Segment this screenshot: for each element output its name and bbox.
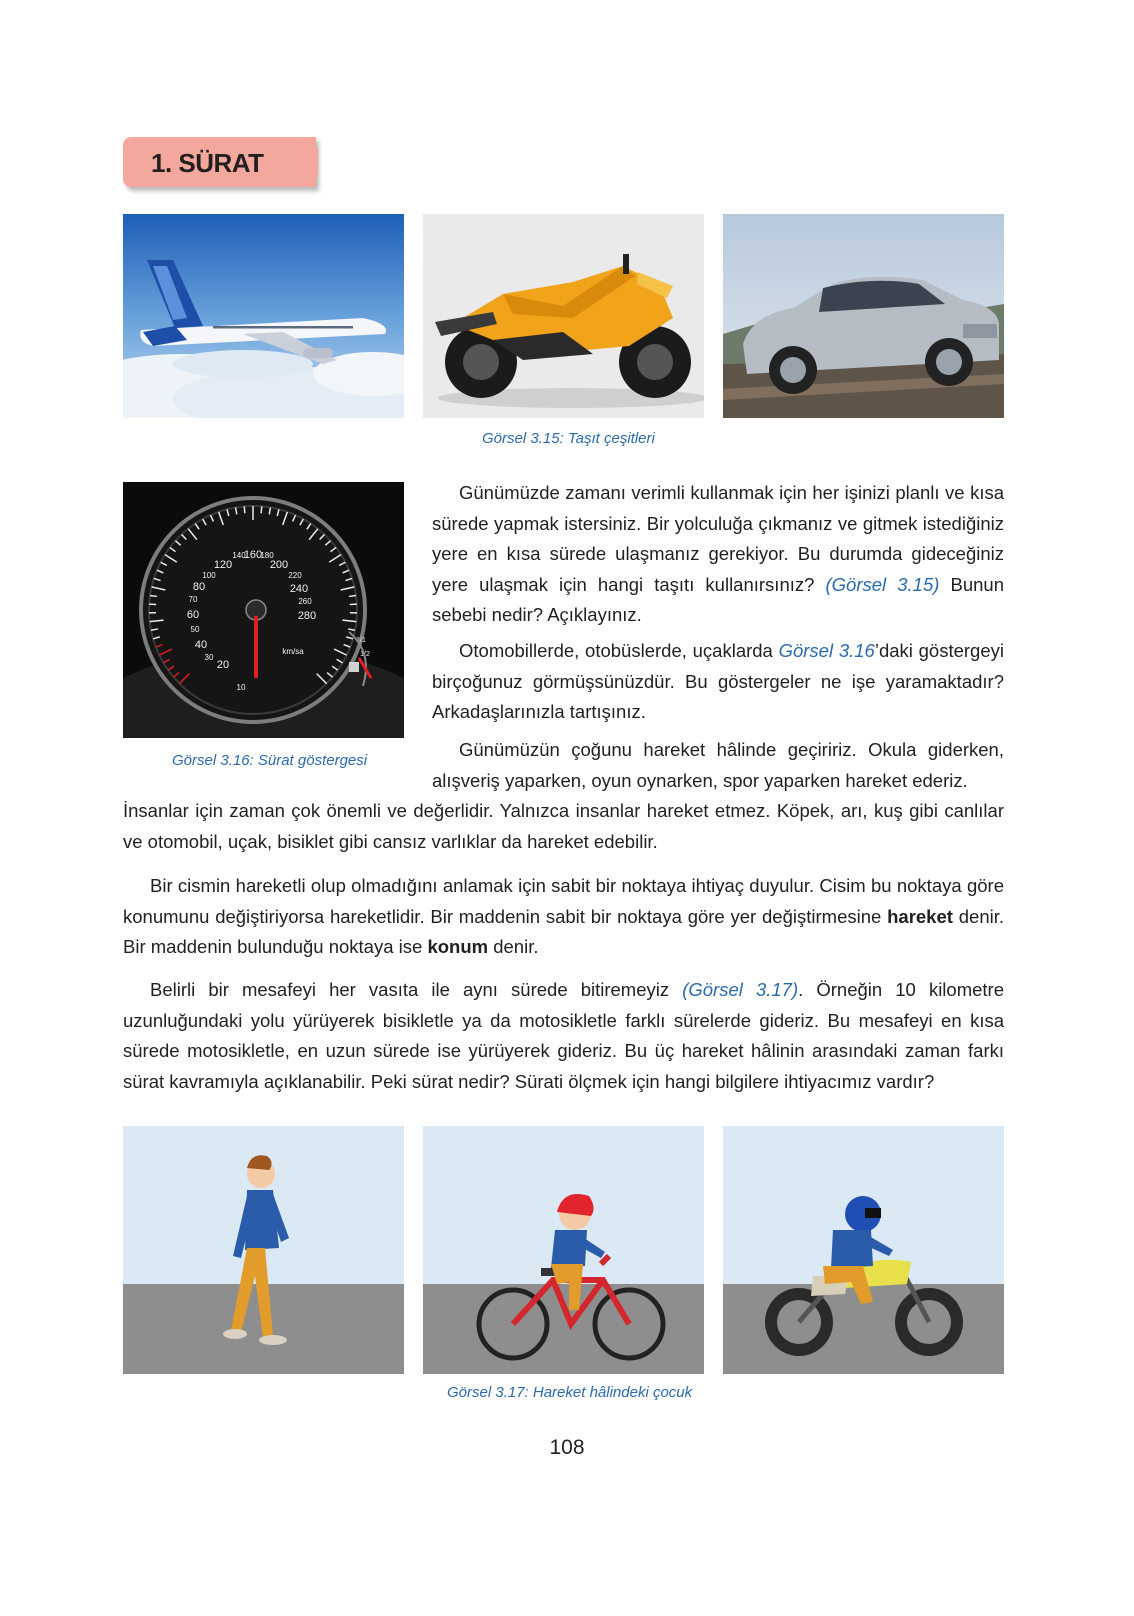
paragraph-2-pre: Otomobillerde, otobüslerde, uçaklarda [459, 640, 779, 661]
fuel-label: 1/1 [356, 637, 366, 644]
cycling-child-image [423, 1126, 704, 1374]
paragraph-5-post: . Örneğin 10 kilometre uzunluğundaki yolu yürüyerek bisikletle ya da motosikletle farklı sürelerde gideriz. Bu mesafeyi en kısa sürede motosikletle, en uzun sürede ise yürüyerek gideriz. Bu üç hareket hâlinin arasındaki zaman farkı sürat kavramıyla açıklanabilir. Peki sürat nedir? Sürati ölçmek için hangi bilgilere ihtiyacımız vardır? [123, 979, 1004, 1092]
gauge-label: 70 [188, 595, 198, 604]
paragraph-5 [123, 975, 1004, 1097]
gauge-label: 100 [202, 571, 216, 580]
figure-ref-3-17[interactable]: (Görsel 3.17) [682, 979, 799, 1000]
paragraph-3-rest: İnsanlar için zaman çok önemli ve değerlidir. Yalnızca insanlar hareket etmez. Köpek, arı, kuş gibi canlılar ve otomobil, uçak, bisiklet gibi cansız varlıklar da hareket edebilir. [123, 800, 1004, 852]
gauge-label: 280 [297, 610, 317, 622]
page-number: 108 [549, 1436, 585, 1459]
speedometer-image [123, 482, 404, 738]
gauge-label: 40 [194, 639, 208, 651]
motorcycle-image [423, 214, 704, 418]
gauge-tick [244, 506, 245, 513]
airplane-image [123, 214, 404, 418]
paragraph-4-pre: Bir cismin hareketli olup olmadığını anlamak için sabit bir noktaya ihtiyaç duyulur. Cisim bu noktaya göre konumunu değiştiriyorsa hareketlidir. Bir maddenin sabit bir noktaya göre yer değiştirmesine [123, 875, 1004, 927]
gauge-label: 140 [232, 551, 246, 560]
gauge-label: 240 [289, 583, 309, 595]
gauge-tick [349, 595, 356, 596]
gauge-tick [150, 595, 157, 596]
paragraph-3-first [432, 735, 1004, 796]
figure-3-17-caption: Görsel 3.17: Hareket hâlindeki çocuk [447, 1384, 693, 1401]
gauge-label: 60 [186, 609, 200, 621]
car-image [723, 214, 1004, 418]
gauge-label: 80 [192, 581, 206, 593]
motorcycle-child-image [723, 1126, 1004, 1374]
paragraph-5-pre: Belirli bir mesafeyi her vasıta ile aynı sürede bitiremeyiz [150, 979, 683, 1000]
term-konum: konum [427, 936, 489, 957]
gauge-label: 10 [236, 683, 246, 692]
paragraph-3-first-text: Günümüzün çoğunu hareket hâlinde geçiririz. Okula giderken, alışveriş yaparken, oyun oynarken, spor yaparken hareket ederiz. [432, 739, 1004, 791]
figure-3-16-caption: Görsel 3.16: Sürat göstergesi [172, 752, 368, 769]
paragraph-1-text: Günümüzde zamanı verimli kullanmak için her işinizi planlı ve kısa sürede yapmak istersiniz. Bir yolculuğa çıkmanız ve gitmek istediğiniz yere en kısa sürede ulaşmanız gerekiyor. Bu durumda gideceğiniz yere ulaşmak için hangi taşıtı kullanırsınız? [432, 482, 1004, 595]
gauge-label: 50 [190, 625, 200, 634]
figure-3-15-caption: Görsel 3.15: Taşıt çeşitleri [482, 430, 655, 447]
term-hareket: hareket [887, 905, 953, 927]
paragraph-4-mid: denir. Bir maddenin bulunduğu noktaya ise [123, 905, 1004, 957]
gauge-label: 180 [260, 551, 274, 560]
fuel-label: 1/2 [360, 651, 370, 658]
section-title: 1. SÜRAT [151, 148, 264, 178]
gauge-label: 20 [216, 659, 230, 671]
section-heading-tab [123, 137, 316, 187]
gauge-label: 200 [269, 559, 289, 571]
paragraph-4-post: denir. [488, 936, 539, 957]
paragraph-1 [432, 478, 1004, 631]
gauge-label: 30 [204, 653, 214, 662]
paragraph-4 [123, 871, 1004, 963]
paragraph-2 [432, 636, 1004, 728]
figure-ref-3-15[interactable]: (Görsel 3.15) [825, 573, 940, 595]
paragraph-1-tail: Bunun sebebi nedir? Açıklayınız. [432, 573, 1004, 625]
gauge-tick [261, 506, 262, 513]
gauge-label: 160 [243, 549, 263, 561]
figure-ref-3-16[interactable]: Görsel 3.16 [778, 640, 875, 661]
gauge-unit: km/sa [282, 647, 304, 656]
gauge-label: 120 [213, 559, 233, 571]
paragraph-2-post: ’daki göstergeyi birçoğunuz görmüşsünüzdür. Bu göstergeler ne işe yaramaktadır? Arkadaşlarınızla tartışınız. [432, 640, 1004, 722]
gauge-label: 220 [288, 571, 302, 580]
walking-child-image [123, 1126, 404, 1374]
gauge-label: 260 [298, 597, 312, 606]
